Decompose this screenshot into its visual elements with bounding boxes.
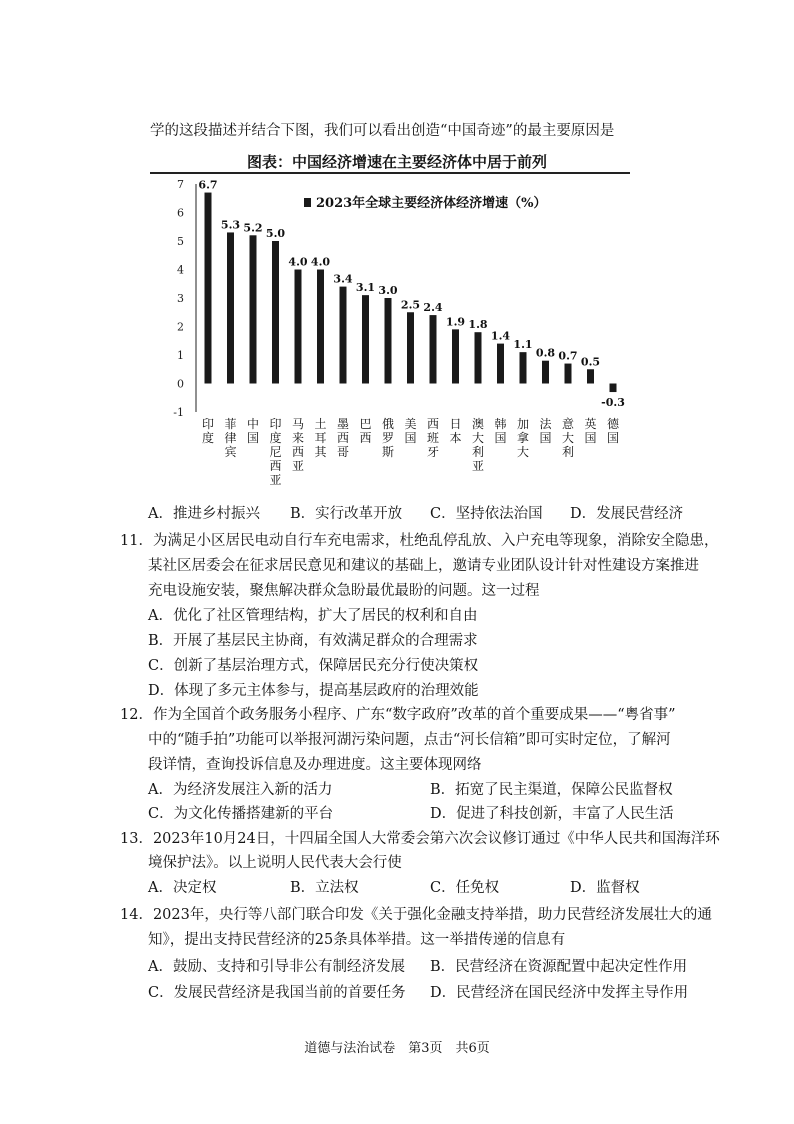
bar-value-label: 1.1: [513, 338, 533, 352]
q10-option-c[interactable]: C．坚持依法治国: [430, 506, 543, 522]
bar: [452, 329, 459, 383]
bar-value-label: 5.2: [243, 221, 263, 235]
bar: [520, 352, 527, 383]
q13-option-d[interactable]: D．监督权: [570, 880, 640, 896]
bar: [295, 270, 302, 384]
bar-value-label: 3.1: [355, 281, 376, 295]
category-label: 印度尼西亚: [269, 417, 282, 487]
y-tick-label: 3: [177, 292, 184, 305]
bar-value-label: 1.4: [490, 329, 511, 343]
q14-stem-line-1: 14．2023年，央行等八部门联合印发《关于强化金融支持举措，助力民营经济发展壮大的通: [120, 907, 712, 923]
bar: [205, 193, 212, 384]
bar: [317, 270, 324, 384]
bar: [475, 332, 482, 383]
category-label: 韩国: [494, 417, 507, 445]
q11-option-a[interactable]: A．优化了社区管理结构，扩大了居民的权利和自由: [148, 608, 478, 624]
category-label: 巴西: [359, 417, 372, 445]
bar: [362, 295, 369, 383]
bar: [385, 298, 392, 384]
y-tick-label: 4: [177, 263, 184, 277]
category-label: 英国: [584, 417, 597, 445]
q13-option-a[interactable]: A．决定权: [148, 880, 217, 896]
y-tick-label: 1: [177, 349, 184, 362]
chart-heading: 图表：中国经济增速在主要经济体中居于前列: [246, 153, 547, 171]
q11-stem-line-1: 11．为满足小区居民电动自行车充电需求，杜绝乱停乱放、入户充电等现象，消除安全隐患，: [120, 533, 719, 549]
q14-stem-line-2: 知》，提出支持民营经济的25条具体举措。这一举措传递的信息有: [148, 932, 566, 948]
bar: [227, 232, 234, 383]
bar-value-label: 5.3: [220, 218, 241, 232]
category-label: 美国: [404, 417, 417, 445]
intro-text: 学的这段描述并结合下图，我们可以看出创造“中国奇迹”的最主要原因是: [150, 123, 615, 139]
bar-value-label: 5.0: [265, 227, 286, 240]
q12-option-b[interactable]: B．拓宽了民主渠道，保障公民监督权: [430, 782, 673, 798]
y-tick-label: 5: [177, 235, 184, 248]
y-tick-label: -1: [173, 406, 184, 419]
q12-option-d[interactable]: D．促进了科技创新，丰富了人民生活: [430, 806, 674, 822]
bar: [250, 235, 257, 383]
bar-value-label: 1.9: [445, 315, 466, 329]
y-tick-label: 7: [177, 178, 184, 191]
bar: [542, 361, 549, 384]
category-label: 马来西亚: [291, 417, 305, 473]
bar-value-label: 3.4: [333, 272, 353, 286]
q10-option-d[interactable]: D．发展民营经济: [570, 506, 684, 522]
bar-value-label: 0.7: [558, 349, 578, 363]
y-tick-label: 2: [177, 320, 184, 334]
category-label: 土耳其: [314, 417, 327, 459]
bar: [407, 312, 414, 383]
q13-option-c[interactable]: C．任免权: [430, 880, 500, 896]
category-label: 澳大利亚: [471, 417, 485, 473]
bar-value-label: 4.0: [288, 255, 308, 269]
bar-value-label: 0.8: [535, 346, 556, 360]
y-tick-label: 6: [177, 206, 184, 220]
q12-option-a[interactable]: A．为经济发展注入新的活力: [148, 782, 333, 798]
bar: [587, 369, 594, 383]
q12-stem-line-1: 12．作为全国首个政务服务小程序、广东“数字政府”改革的首个重要成果——“粤省事”: [120, 707, 676, 723]
category-label: 意大利: [561, 417, 575, 459]
q14-option-b[interactable]: B．民营经济在资源配置中起决定性作用: [430, 959, 688, 975]
q11-stem-line-3: 充电设施安装，聚焦解决群众急盼最优最盼的问题。这一过程: [148, 583, 540, 599]
category-label: 俄罗斯: [381, 417, 395, 459]
bar-value-label: 0.5: [580, 355, 601, 369]
q11-option-d[interactable]: D．体现了多元主体参与，提高基层政府的治理效能: [148, 683, 479, 699]
category-label: 西班牙: [426, 417, 440, 459]
bar-value-label: 3.0: [378, 284, 398, 297]
growth-bar-chart: [0, 172, 794, 502]
bar: [430, 315, 437, 383]
category-label: 德国: [606, 417, 620, 445]
bar: [497, 344, 504, 384]
category-label: 中国: [246, 417, 260, 445]
q14-option-a[interactable]: A．鼓励、支持和引导非公有制经济发展: [148, 959, 405, 975]
category-label: 法国: [539, 417, 552, 445]
category-label: 日本: [449, 417, 462, 445]
y-tick-label: 0: [177, 377, 184, 391]
category-label: 印度: [201, 417, 215, 445]
legend-swatch: [304, 198, 311, 207]
bar-value-label: 6.7: [198, 178, 218, 192]
q12-option-c[interactable]: C．为文化传播搭建新的平台: [148, 806, 334, 822]
legend-label: 2023年全球主要经济体经济增速（%）: [316, 196, 547, 211]
q10-option-b[interactable]: B．实行改革开放: [290, 506, 403, 522]
q13-stem-line-2: 境保护法》。以上说明人民代表大会行使: [148, 855, 402, 871]
bar-value-label: 2.5: [400, 298, 421, 312]
bar-value-label: -0.3: [601, 396, 625, 410]
bar-value-label: 1.8: [468, 318, 488, 332]
bar-value-label: 2.4: [423, 301, 443, 315]
page-footer: 道德与法治试卷 第3页 共6页: [304, 1041, 490, 1056]
bar-value-label: 4.0: [310, 255, 331, 269]
category-label: 菲律宾: [224, 417, 237, 459]
category-label: 墨西哥: [336, 417, 350, 459]
q10-option-a[interactable]: A．推进乡村振兴: [148, 506, 260, 522]
q11-option-c[interactable]: C．创新了基层治理方式，保障居民充分行使决策权: [148, 658, 479, 674]
q12-stem-line-2: 中的“随手拍”功能可以举报河湖污染问题，点击“河长信箱”即可实时定位，了解河: [148, 732, 671, 748]
bar: [272, 241, 279, 384]
bar: [565, 364, 572, 384]
q11-stem-line-2: 某社区居委会在征求居民意见和建议的基础上，邀请专业团队设计针对性建设方案推进: [148, 558, 699, 574]
q14-option-d[interactable]: D．民营经济在国民经济中发挥主导作用: [430, 985, 689, 1001]
q12-stem-line-3: 段详情，查询投诉信息及办理进度。这主要体现网络: [148, 757, 482, 773]
category-label: 加拿大: [516, 417, 530, 459]
q13-option-b[interactable]: B．立法权: [290, 880, 359, 896]
q14-option-c[interactable]: C．发展民营经济是我国当前的首要任务: [148, 985, 406, 1001]
bar: [340, 287, 347, 384]
q11-option-b[interactable]: B．开展了基层民主协商，有效满足群众的合理需求: [148, 633, 478, 649]
q13-stem-line-1: 13．2023年10月24日，十四届全国人大常委会第六次会议修订通过《中华人民共和国海洋环: [120, 831, 720, 847]
bar: [610, 384, 617, 393]
